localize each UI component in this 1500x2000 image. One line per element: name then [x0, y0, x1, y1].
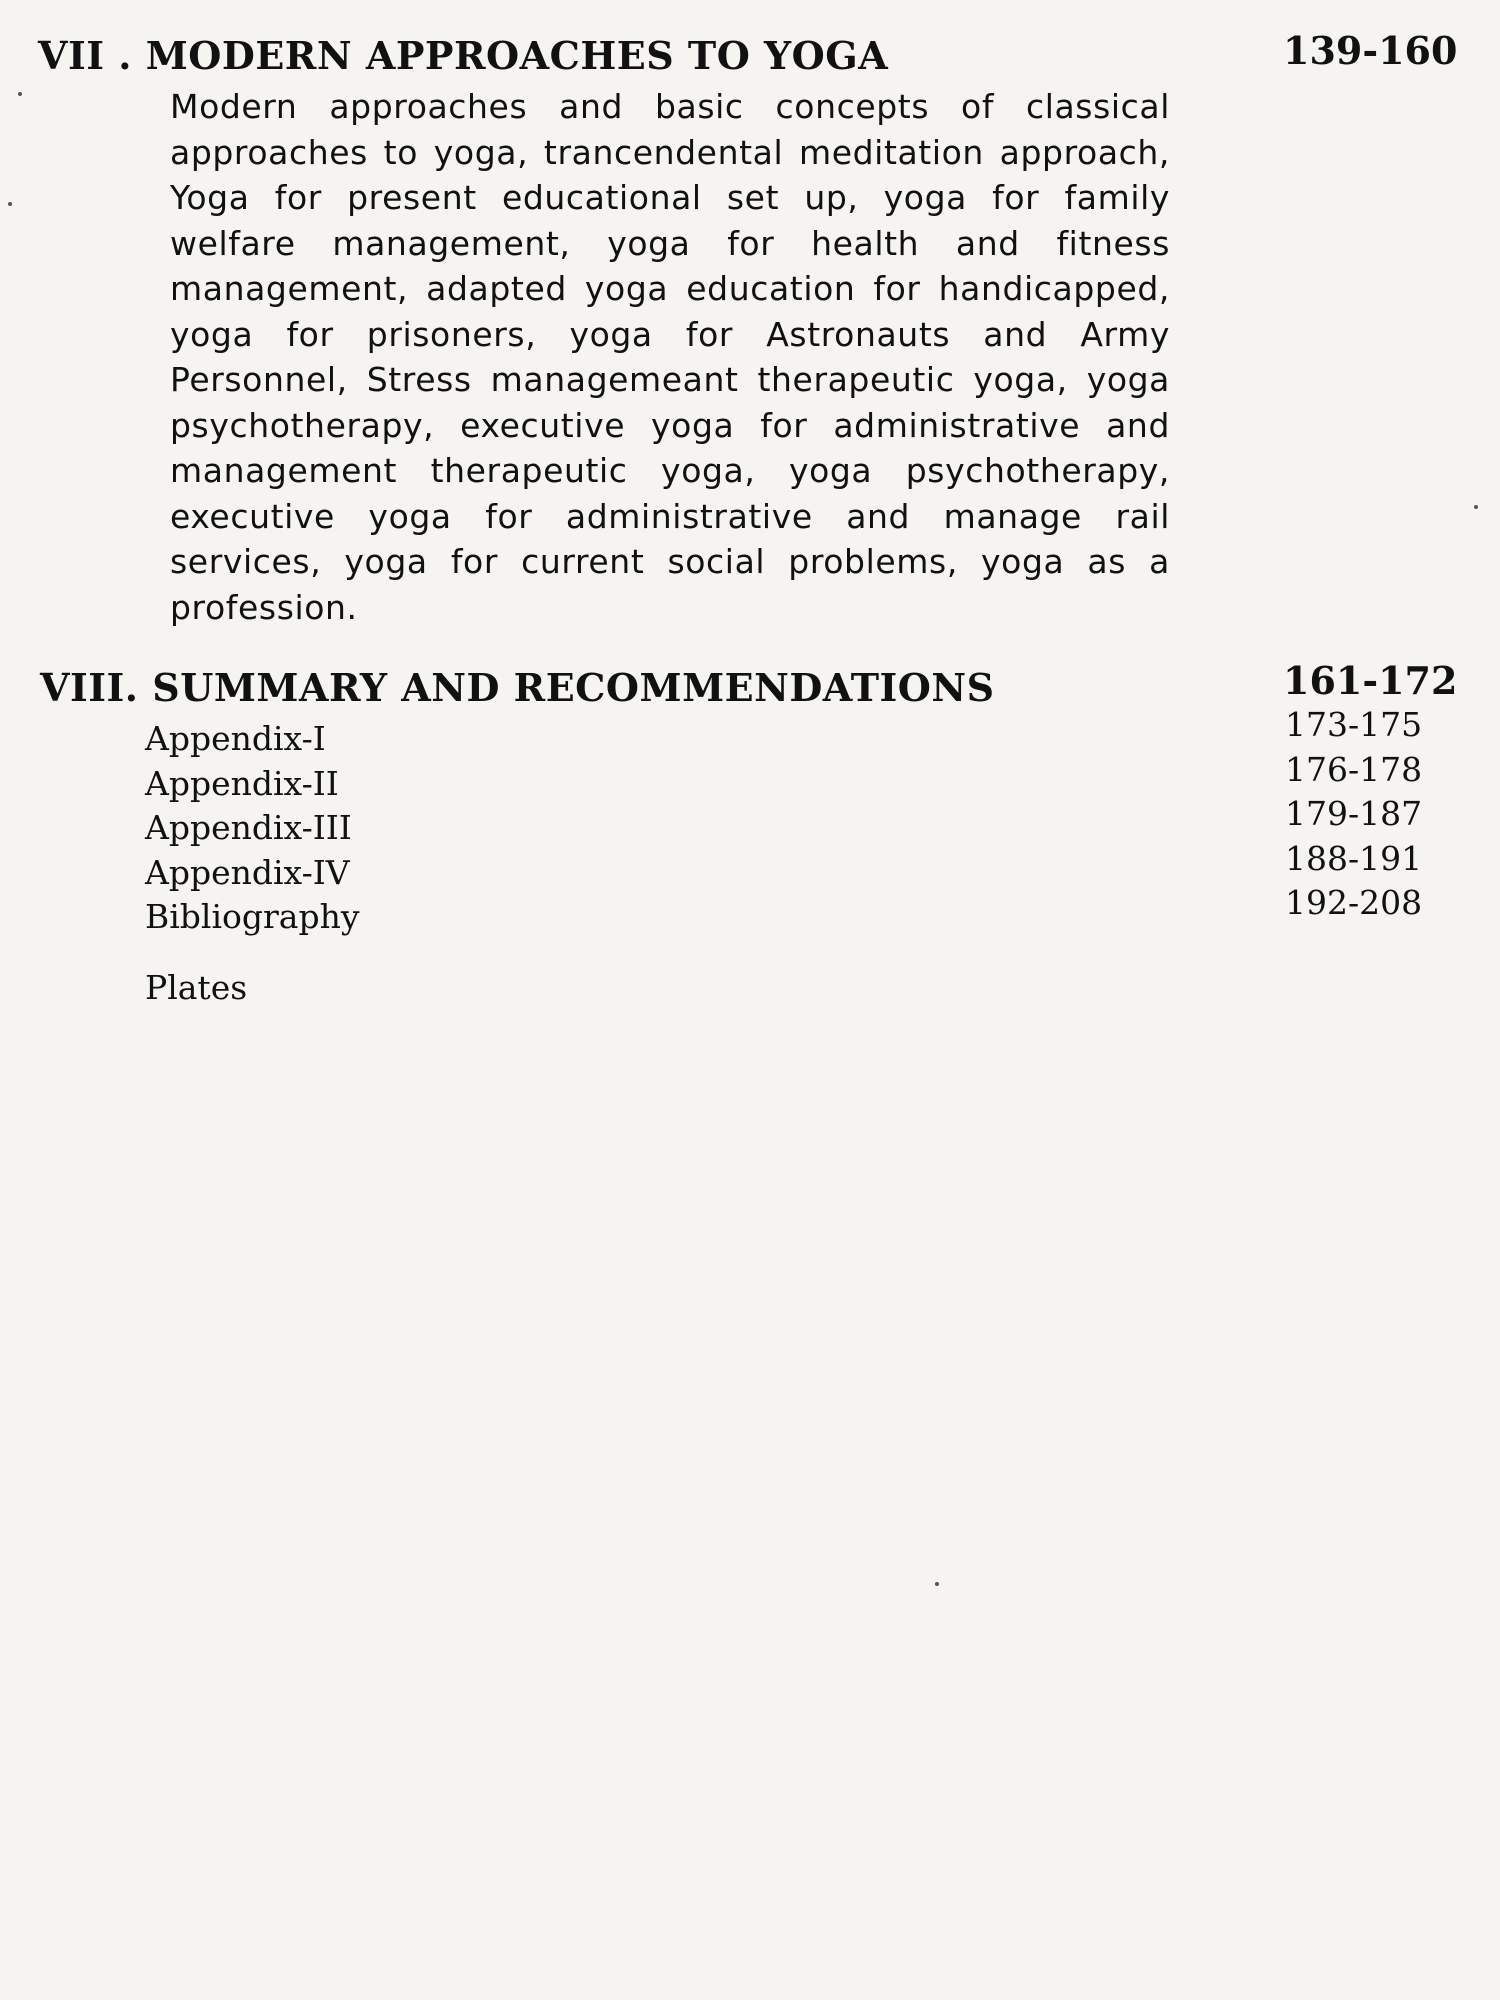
appendix-item-pages: 173-175 [1285, 705, 1423, 744]
appendix-pages-list [1285, 703, 1422, 926]
print-speck [935, 1582, 939, 1586]
chapter-viii-pages: 161-172 [1283, 658, 1458, 703]
plates-entry: Plates [145, 968, 248, 1007]
appendix-item-pages: 192-208 [1285, 883, 1423, 922]
print-speck [18, 92, 22, 96]
chapter-vii-pages: 139-160 [1283, 28, 1458, 73]
appendix-item-label: Appendix-II [145, 763, 339, 803]
appendix-item-label: Bibliography [145, 897, 360, 936]
appendix-item-label: Appendix-I [145, 719, 326, 758]
appendix-list [145, 717, 360, 940]
chapter-vii-description: Modern approaches and basic concepts of classical approaches to yoga, trancendental meditation approach, Yoga for present educational set up, yoga for family welfare management, yoga for health and fitness management, adapted yoga education for handicapped, yoga for prisoners, yoga for Astronauts and Army Personnel, Stress managemeant therapeutic yoga, yoga psychotherapy, executive yoga for administrative and management therapeutic yoga, yoga psychotherapy, executive yoga for administrative and manage rail services, yoga for current social problems, yoga as a profession. [170, 87, 1170, 627]
print-speck [1474, 505, 1478, 509]
chapter-viii-heading: VIII. SUMMARY AND RECOMMENDATIONS [40, 665, 995, 710]
appendix-item-label: Appendix-IV [145, 852, 350, 892]
appendix-item-pages: 176-178 [1285, 749, 1423, 789]
print-speck [8, 202, 12, 206]
appendix-item-pages: 179-187 [1285, 794, 1423, 833]
appendix-item-label: Appendix-III [145, 808, 352, 847]
appendix-item-pages: 188-191 [1285, 838, 1423, 878]
chapter-vii-heading: VII . MODERN APPROACHES TO YOGA [38, 33, 889, 78]
